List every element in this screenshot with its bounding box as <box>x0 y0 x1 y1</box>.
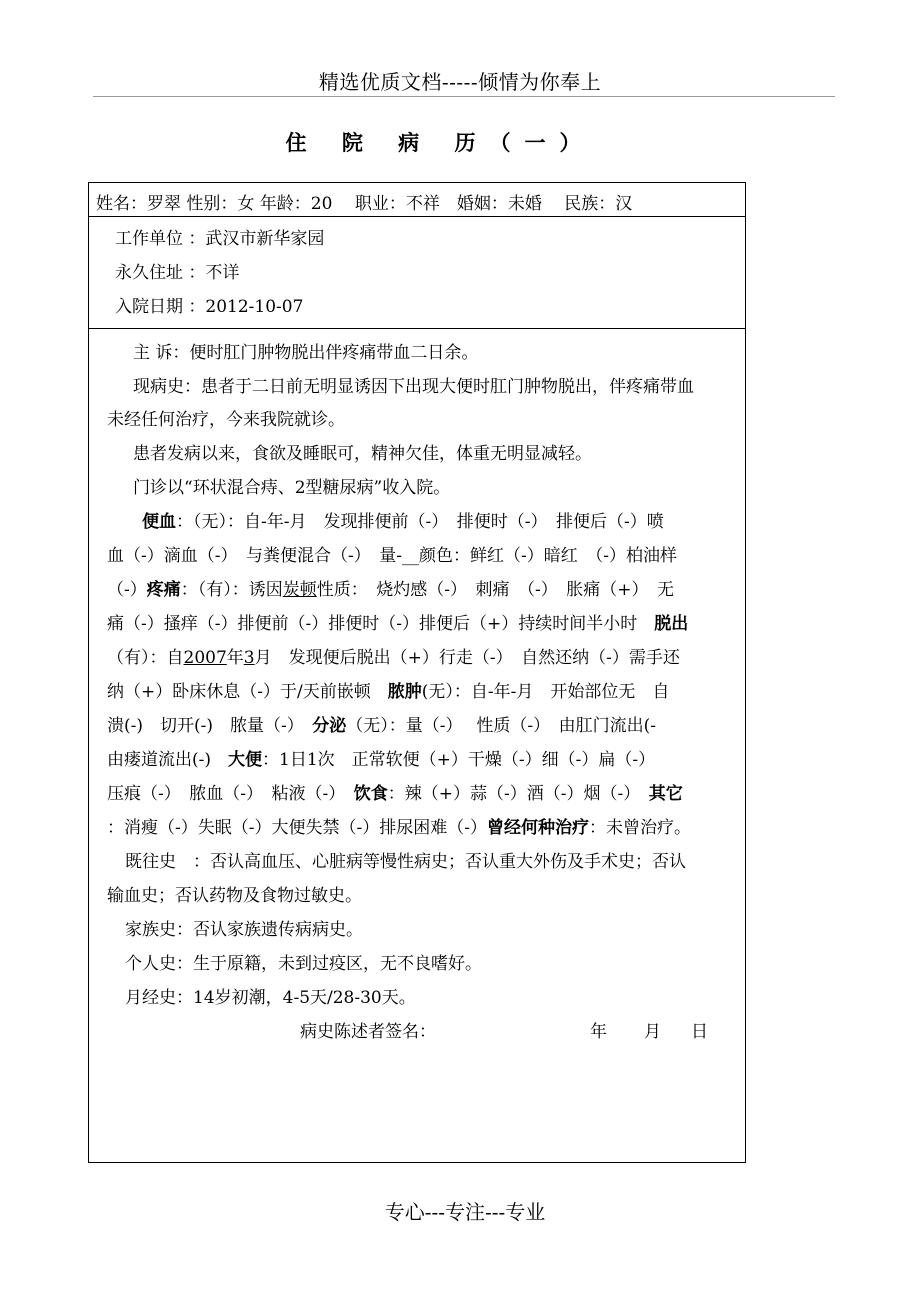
symptom-line-8: 由瘘道流出(-) 大便：1日1次 正常软便（+）干燥（-）细（-）扁（-） <box>107 750 656 770</box>
header-rule <box>93 96 835 97</box>
label-blood-in-stool: 便血 <box>142 512 176 532</box>
family-history: 家族史：否认家族遗传病病史。 <box>125 920 363 940</box>
chief-complaint: 主 诉：便时肛门肿物脱出伴疼痛带血二日余。 <box>133 343 479 363</box>
general-condition: 患者发病以来，食欲及睡眠可，精神欠佳，体重无明显减轻。 <box>133 444 592 464</box>
personal-history: 个人史：生于原籍，未到过疫区，无不良嗜好。 <box>125 954 482 974</box>
patient-info-line: 姓名：罗翠 性别：女 年龄：20 职业：不祥 婚姻：未婚 民族：汉 <box>96 194 633 214</box>
symptom-line-4: 痛（-）搔痒（-）排便前（-）排便时（-）排便后（+）持续时间半小时 脱出 <box>107 614 689 634</box>
page-footer: 专心---专注---专业 <box>384 1200 546 1224</box>
document-title: 住 院 病 历（一） <box>285 130 595 155</box>
symptom-line-10: ：消瘦（-）失眠（-）大便失禁（-）排尿困难（-）曾经何种治疗：未曾治疗。 <box>107 818 691 838</box>
prolapse-year: 2007 <box>183 648 227 668</box>
label-diet: 饮食 <box>353 784 388 804</box>
permanent-address: 永久住址 ：不详 <box>115 263 240 283</box>
label-stool: 大便 <box>228 750 263 770</box>
clinic-diagnosis: 门诊以“环状混合痔、2型糖尿病”收入院。 <box>133 478 451 498</box>
prolapse-month: 3 <box>243 648 255 668</box>
row-divider-1 <box>88 216 746 217</box>
work-unit: 工作单位 ：武汉市新华家园 <box>115 229 325 249</box>
signature-label: 病史陈述者签名： <box>300 1022 436 1042</box>
signature-month: 月 <box>644 1022 661 1042</box>
symptom-line-7: 溃(-) 切开(-) 脓量（-） 分泌（无）：量（-） 性质（-） 由肛门流出(- <box>107 716 657 736</box>
present-illness-1: 现病史：患者于二日前无明显诱因下出现大便时肛门肿物脱出，伴疼痛带血 <box>133 377 694 397</box>
pain-cause-value: 炭顿 <box>282 580 317 600</box>
menstrual-history: 月经史：14岁初潮，4-5天/28-30天。 <box>125 988 416 1008</box>
signature-year: 年 <box>590 1022 607 1042</box>
present-illness-2: 未经任何治疗，今来我院就诊。 <box>107 410 345 430</box>
row-divider-2 <box>88 328 746 329</box>
past-history-2: 输血史；否认药物及食物过敏史。 <box>107 886 362 906</box>
page-header: 精选优质文档-----倾情为你奉上 <box>318 70 602 94</box>
symptom-line-1: 便血：（无）：自-年-月 发现排便前（-） 排便时（-） 排便后（-）喷 <box>142 512 664 532</box>
label-other: 其它 <box>648 784 683 804</box>
symptom-line-3: （-）疼痛：（有）：诱因炭顿性质： 烧灼感（-） 刺痛 （-） 胀痛（+） 无 <box>107 580 674 600</box>
past-history-1: 既往史 ：否认高血压、心脏病等慢性病史；否认重大外伤及手术史；否认 <box>125 852 686 872</box>
label-prolapse: 脱出 <box>654 614 689 634</box>
label-prior-treatment: 曾经何种治疗 <box>486 818 589 838</box>
label-secretion: 分泌 <box>312 716 347 736</box>
symptom-line-9: 压痕（-） 脓血（-） 粘液（-） 饮食：辣（+）蒜（-）酒（-）烟（-） 其它 <box>107 784 683 804</box>
symptom-line-5: （有）：自2007年3月 发现便后脱出（+）行走（-） 自然还纳（-）需手还 <box>107 648 680 668</box>
label-abscess: 脓肿 <box>387 682 422 702</box>
record-frame <box>88 182 746 1163</box>
symptom-line-2: 血（-）滴血（-） 与粪便混合（-） 量-__颜色：鲜红（-）暗红 （-）柏油样 <box>107 546 677 566</box>
label-pain: 疼痛 <box>146 580 181 600</box>
symptom-line-6: 纳（+）卧床休息（-）于/天前嵌顿 脓肿(无）：自-年-月 开始部位无 自 <box>107 682 670 702</box>
signature-day: 日 <box>691 1022 708 1042</box>
admission-date: 入院日期 ：2012-10-07 <box>115 297 304 317</box>
